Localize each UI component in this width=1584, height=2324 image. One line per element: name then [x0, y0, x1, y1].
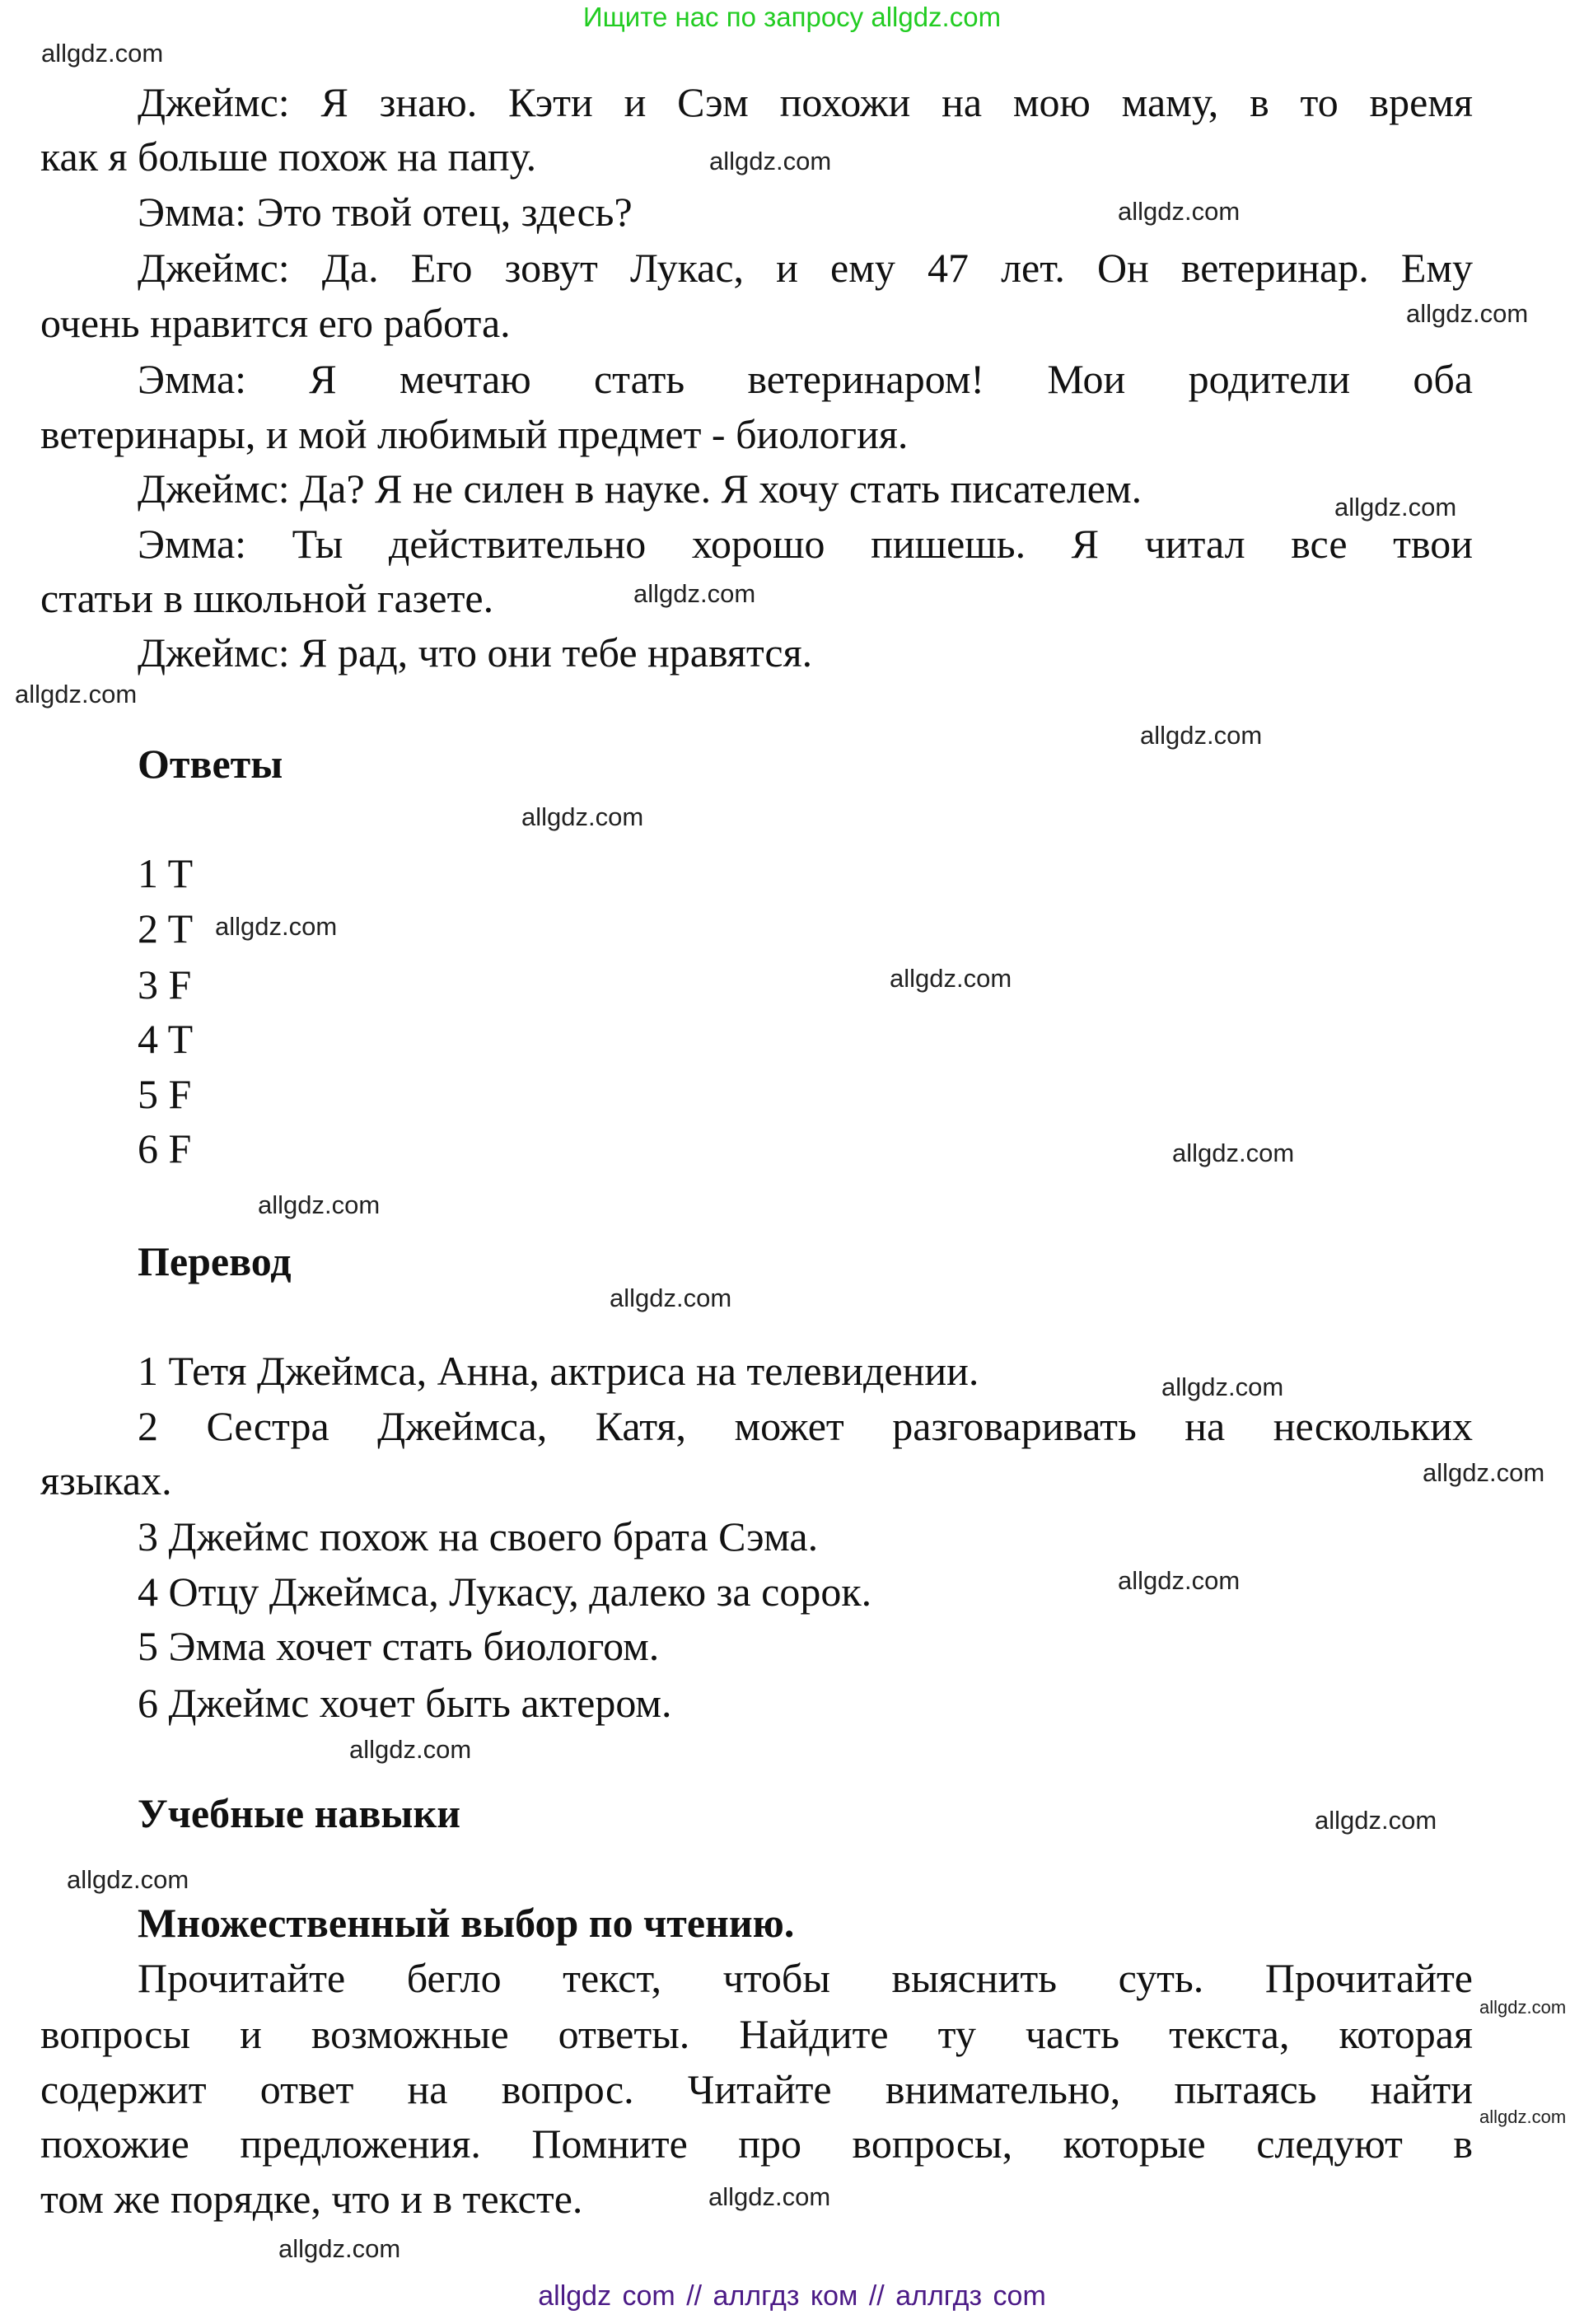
watermark: allgdz.com: [1118, 197, 1241, 226]
dialogue-line: статьи в школьной газете.: [40, 575, 494, 621]
skills-subheading: Множественный выбор по чтению.: [138, 1900, 795, 1946]
answers-heading: Ответы: [138, 741, 283, 787]
translation-line: 5 Эмма хочет стать биологом.: [138, 1623, 660, 1669]
skills-line: вопросы и возможные ответы. Найдите ту часть текста, которая: [40, 2011, 1473, 2057]
watermark: allgdz.com: [521, 802, 644, 831]
answer-item: 5 F: [138, 1071, 192, 1117]
answer-item: 1 T: [138, 850, 194, 896]
answer-item: 4 T: [138, 1016, 194, 1062]
dialogue-line: Джеймс: Да. Его зовут Лукас, и ему 47 лет. Он ветеринар. Ему: [138, 245, 1473, 291]
translation-line: 1 Тетя Джеймса, Анна, актриса на телевидении.: [138, 1348, 979, 1394]
dialogue-line: Эмма: Я мечтаю стать ветеринаром! Мои родители оба: [138, 356, 1473, 402]
dialogue-line: Джеймс: Я рад, что они тебе нравятся.: [138, 629, 813, 676]
dialogue-line: ветеринары, и мой любимый предмет - биология.: [40, 411, 909, 457]
watermark: allgdz.com: [708, 2182, 831, 2211]
skills-heading: Учебные навыки: [138, 1790, 461, 1836]
translation-line: 6 Джеймс хочет быть актером.: [138, 1680, 672, 1726]
footer-links: allgdz com // аллгдз ком // аллгдз com: [538, 2280, 1046, 2312]
watermark: allgdz.com: [1479, 2107, 1567, 2127]
translation-line: 2 Сестра Джеймса, Катя, может разговаривать на нескольких: [138, 1403, 1473, 1449]
watermark: allgdz.com: [15, 680, 138, 708]
watermark: allgdz.com: [1423, 1458, 1545, 1487]
answer-item: 2 T: [138, 905, 194, 952]
watermark: allgdz.com: [1172, 1139, 1295, 1167]
watermark: allgdz.com: [633, 579, 756, 608]
watermark: allgdz.com: [67, 1865, 189, 1894]
watermark: allgdz.com: [1406, 299, 1529, 328]
watermark: allgdz.com: [890, 964, 1012, 993]
watermark: allgdz.com: [1118, 1566, 1241, 1595]
watermark: allgdz.com: [1334, 493, 1457, 521]
watermark: allgdz.com: [278, 2234, 401, 2263]
translation-line: 3 Джеймс похож на своего брата Сэма.: [138, 1513, 819, 1559]
answer-item: 3 F: [138, 961, 192, 1008]
watermark: allgdz.com: [41, 39, 164, 68]
dialogue-line: Джеймс: Я знаю. Кэти и Сэм похожи на мою маму, в то время: [138, 79, 1473, 125]
skills-line: содержит ответ на вопрос. Читайте внимательно, пытаясь найти: [40, 2066, 1473, 2112]
skills-line: том же порядке, что и в тексте.: [40, 2176, 583, 2222]
watermark: allgdz.com: [610, 1284, 732, 1312]
skills-line: Прочитайте бегло текст, чтобы выяснить суть. Прочитайте: [138, 1955, 1473, 2001]
watermark: allgdz.com: [215, 912, 338, 941]
watermark: allgdz.com: [1315, 1806, 1437, 1835]
watermark: allgdz.com: [349, 1735, 472, 1764]
dialogue-line: как я больше похож на папу.: [40, 133, 537, 180]
watermark: allgdz.com: [1161, 1372, 1284, 1401]
watermark: allgdz.com: [1140, 721, 1263, 750]
answer-item: 6 F: [138, 1125, 192, 1171]
dialogue-line: Эмма: Это твой отец, здесь?: [138, 189, 633, 235]
translation-heading: Перевод: [138, 1238, 292, 1284]
watermark: allgdz.com: [1479, 1997, 1567, 2018]
watermark: allgdz.com: [709, 147, 832, 175]
search-banner: Ищите нас по запросу allgdz.com: [582, 2, 1002, 32]
watermark: allgdz.com: [258, 1190, 381, 1219]
translation-line: 4 Отцу Джеймса, Лукасу, далеко за сорок.: [138, 1569, 872, 1615]
dialogue-line: Эмма: Ты действительно хорошо пишешь. Я читал все твои: [138, 521, 1473, 567]
skills-line: похожие предложения. Помните про вопросы, которые следуют в: [40, 2121, 1473, 2167]
dialogue-line: очень нравится его работа.: [40, 300, 511, 346]
translation-line: языках.: [40, 1457, 172, 1503]
dialogue-line: Джеймс: Да? Я не силен в науке. Я хочу стать писателем.: [138, 465, 1142, 512]
